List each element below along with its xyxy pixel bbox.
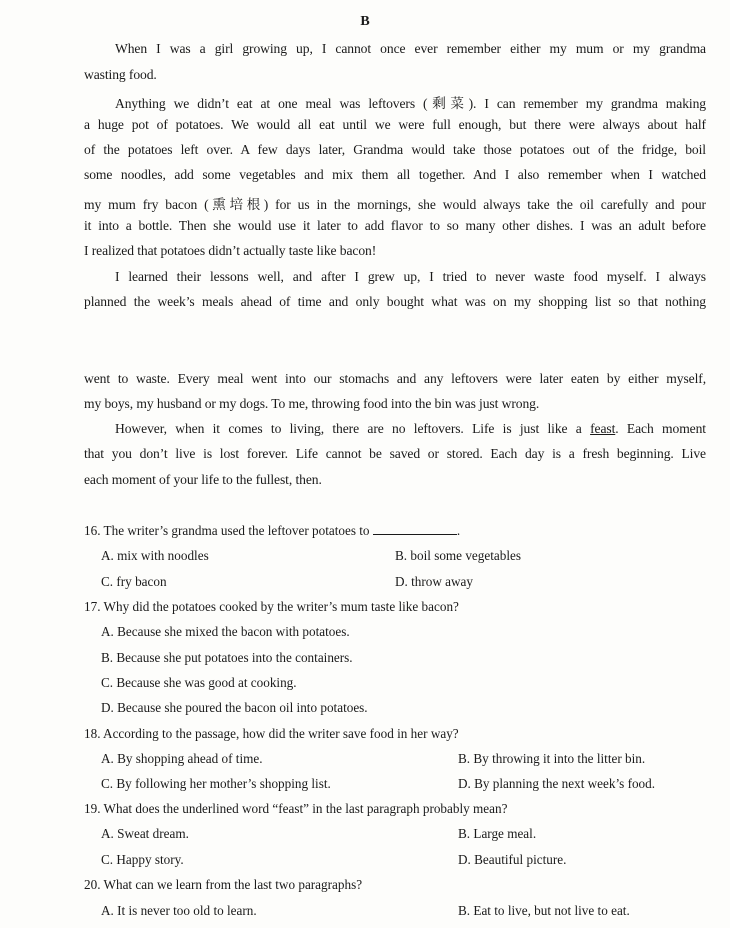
option-b: B. Because she put potatoes into the containers. <box>101 650 353 665</box>
passage-line <box>115 421 706 437</box>
passage-line: it into a bottle. Then she would use it later to add flavor to so many other dishes. I was an adult before <box>84 218 706 233</box>
passage-line: my boys, my husband or my dogs. To me, throwing food into the bin was just wrong. <box>84 396 540 411</box>
stem-text: 16. The writer’s grandma used the leftover potatoes to <box>84 523 370 538</box>
question-stem: 20. What can we learn from the last two paragraphs? <box>84 877 363 892</box>
passage-text: . Each moment <box>615 421 706 436</box>
option-d: D. By planning the next week’s food. <box>458 776 656 791</box>
option-a: A. By shopping ahead of time. <box>101 751 263 766</box>
option-b: B. boil some vegetables <box>395 548 521 563</box>
option-a: A. Sweat dream. <box>101 826 189 841</box>
option-b: B. Eat to live, but not live to eat. <box>458 903 630 918</box>
underlined-word-feast: feast <box>590 421 616 436</box>
passage-line: I learned their lessons well, and after I grew up, I tried to never waste food myself. I always <box>115 269 706 284</box>
passage-line: I realized that potatoes didn’t actually taste like bacon! <box>84 243 377 258</box>
question-stem: 19. What does the underlined word “feast” in the last paragraph probably mean? <box>84 801 508 816</box>
option-b: B. By throwing it into the litter bin. <box>458 751 646 766</box>
passage-line: went to waste. Every meal went into our stomachs and any leftovers were later eaten by either myself, <box>84 371 706 386</box>
option-a: A. Because she mixed the bacon with potatoes. <box>101 624 350 639</box>
passage-line: some noodles, add some vegetables and mix them all together. And I also remember when I watched <box>84 167 706 182</box>
question-stem <box>84 523 460 539</box>
option-c: C. By following her mother’s shopping list. <box>101 776 331 791</box>
passage-line: a huge pot of potatoes. We would all eat until we were full enough, but there were always about half <box>84 117 706 132</box>
option-d: D. Because she poured the bacon oil into potatoes. <box>101 700 368 715</box>
option-c: C. fry bacon <box>101 574 167 589</box>
passage-line: When I was a girl growing up, I cannot once ever remember either my mum or my grandma <box>115 41 706 56</box>
question-stem: 18. According to the passage, how did the writer save food in her way? <box>84 726 459 741</box>
passage-line: of the potatoes left over. A few days later, Grandma would take those potatoes out of the fridge, boil <box>84 142 706 157</box>
option-a: A. mix with noodles <box>101 548 209 563</box>
passage-line: my mum fry bacon (熏培根) for us in the mornings, she would always take the oil carefully and pour <box>84 197 706 212</box>
question-stem: 17. Why did the potatoes cooked by the writer’s mum taste like bacon? <box>84 599 459 614</box>
option-c: C. Because she was good at cooking. <box>101 675 297 690</box>
option-d: D. Beautiful picture. <box>458 852 567 867</box>
section-label: B <box>360 14 370 29</box>
passage-line: each moment of your life to the fullest, then. <box>84 472 322 487</box>
passage-text: However, when it comes to living, there are no leftovers. Life is just like a <box>115 421 582 436</box>
option-a: A. It is never too old to learn. <box>101 903 257 918</box>
option-b: B. Large meal. <box>458 826 537 841</box>
passage-line: planned the week’s meals ahead of time and only bought what was on my shopping list so that nothing <box>84 294 706 309</box>
stem-end: . <box>456 523 461 538</box>
passage-line: that you don’t live is lost forever. Life cannot be saved or stored. Each day is a fresh beginning. Live <box>84 446 706 461</box>
passage-line: Anything we didn’t eat at one meal was leftovers (剩菜). I can remember my grandma making <box>115 96 706 111</box>
answer-blank <box>373 523 457 535</box>
option-c: C. Happy story. <box>101 852 184 867</box>
passage-line: wasting food. <box>84 67 157 82</box>
option-d: D. throw away <box>395 574 474 589</box>
